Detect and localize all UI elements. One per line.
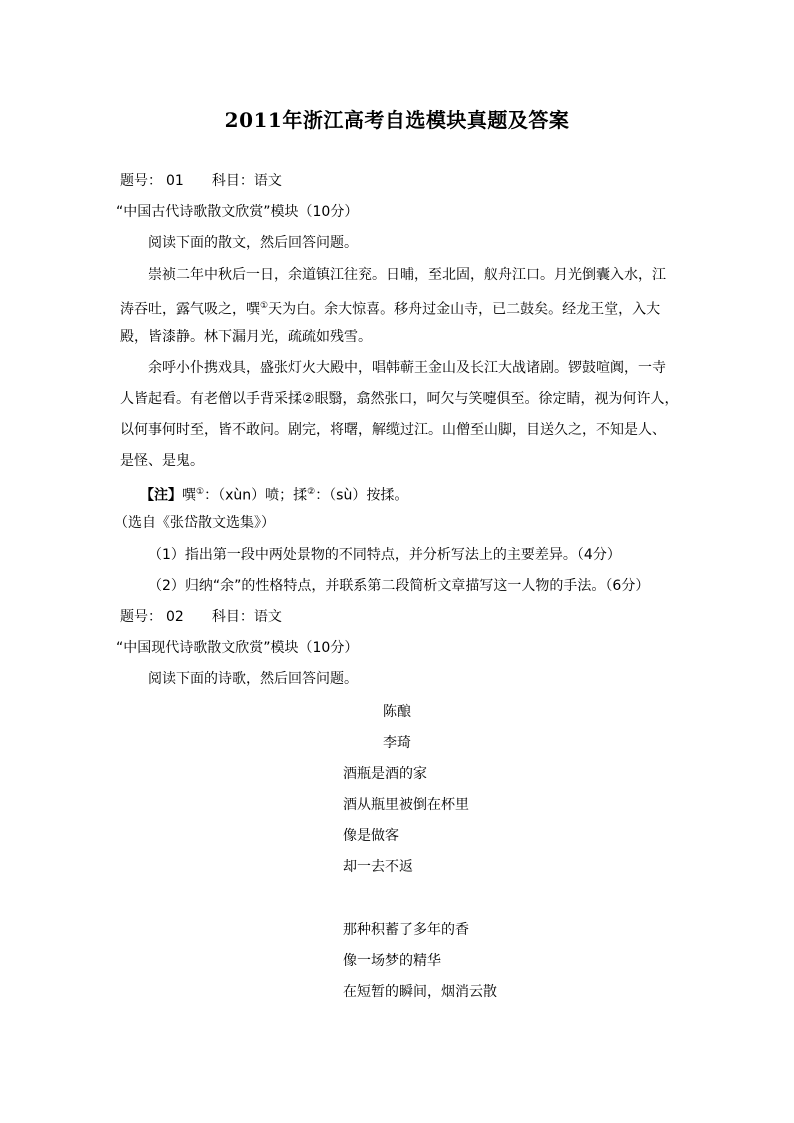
poem-line: 酒瓶是酒的家 xyxy=(343,766,427,782)
q1-passage-line-3: 殿，皆漆静。林下漏月光，疏疏如残雪。 xyxy=(120,329,372,345)
q1-question-2: （2）归纳“余”的性格特点，并联系第二段简析文章描写这一人物的手法。（6分） xyxy=(148,578,650,594)
poem-line: 那种积蓄了多年的香 xyxy=(343,922,469,938)
poem-line: 像一场梦的精华 xyxy=(343,953,441,969)
q1-subject-value: 语文 xyxy=(253,173,282,189)
q1-instruction: 阅读下面的散文，然后回答问题。 xyxy=(148,235,358,251)
q2-module: “中国现代诗歌散文欣赏”模块（10分） xyxy=(116,640,359,656)
q1-module: “中国古代诗歌散文欣赏”模块（10分） xyxy=(116,204,359,220)
q1-note: 【注】噀①：（xùn）喷；揉②：（sù）按揉。 xyxy=(140,487,409,504)
q1-subject-label: 科目： xyxy=(211,173,254,189)
poem-line: 在短暂的瞬间，烟消云散 xyxy=(343,984,497,1000)
q1-passage-line-5: 人皆起看。有老僧以手背采揉②眼翳，翕然张口，呵欠与笑嚏俱至。徐定睛，视为何许人， xyxy=(120,391,679,407)
poem-line: 像是做客 xyxy=(343,828,399,844)
document-title: 2011年浙江高考自选模块真题及答案 xyxy=(224,108,570,132)
q1-header xyxy=(120,171,282,191)
footnote-mark-2: ② xyxy=(302,391,315,407)
note-mark-1: ① xyxy=(196,487,205,497)
poem-line: 酒从瓶里被倒在杯里 xyxy=(343,797,469,813)
q2-header xyxy=(120,607,282,627)
q1-passage-line-1: 崇祯二年中秋后一日，余道镇江往兖。日晡，至北固，舣舟江口。月光倒囊入水，江 xyxy=(148,267,666,283)
q2-number-label: 题号： xyxy=(120,609,162,625)
q2-instruction: 阅读下面的诗歌，然后回答问题。 xyxy=(148,671,358,687)
q1-passage-line-2: 涛吞吐，露气吸之，噀①天为白。余大惊喜。移舟过金山寺，已二鼓矣。经龙王堂，入大 xyxy=(120,301,661,318)
q1-number-label: 题号： xyxy=(120,173,162,189)
poem-title: 陈酿 xyxy=(383,704,411,720)
q1-passage-line-7: 是怪、是鬼。 xyxy=(120,453,204,469)
poem-author: 李琦 xyxy=(383,735,411,751)
q2-number-value: 02 xyxy=(166,609,184,625)
note-mark-2: ② xyxy=(307,487,316,497)
q1-question-1: （1）指出第一段中两处景物的不同特点，并分析写法上的主要差异。（4分） xyxy=(148,547,621,563)
q2-subject-label: 科目： xyxy=(211,609,254,625)
poem-line: 却一去不返 xyxy=(343,859,413,875)
q1-number-value: 01 xyxy=(166,173,184,189)
q2-subject-value: 语文 xyxy=(253,609,282,625)
q1-passage-line-4: 余呼小仆携戏具，盛张灯火大殿中，唱韩蕲王金山及长江大战诸剧。锣鼓喧阗，一寺 xyxy=(148,360,666,376)
note-label: 【注】 xyxy=(140,487,182,504)
q1-passage-line-6: 以何事何时至，皆不敢问。剧完，将曙，解缆过江。山僧至山脚，目送久之，不知是人、 xyxy=(120,422,666,438)
footnote-mark-1: ① xyxy=(260,301,269,311)
q1-source: （选自《张岱散文选集》） xyxy=(114,515,275,531)
